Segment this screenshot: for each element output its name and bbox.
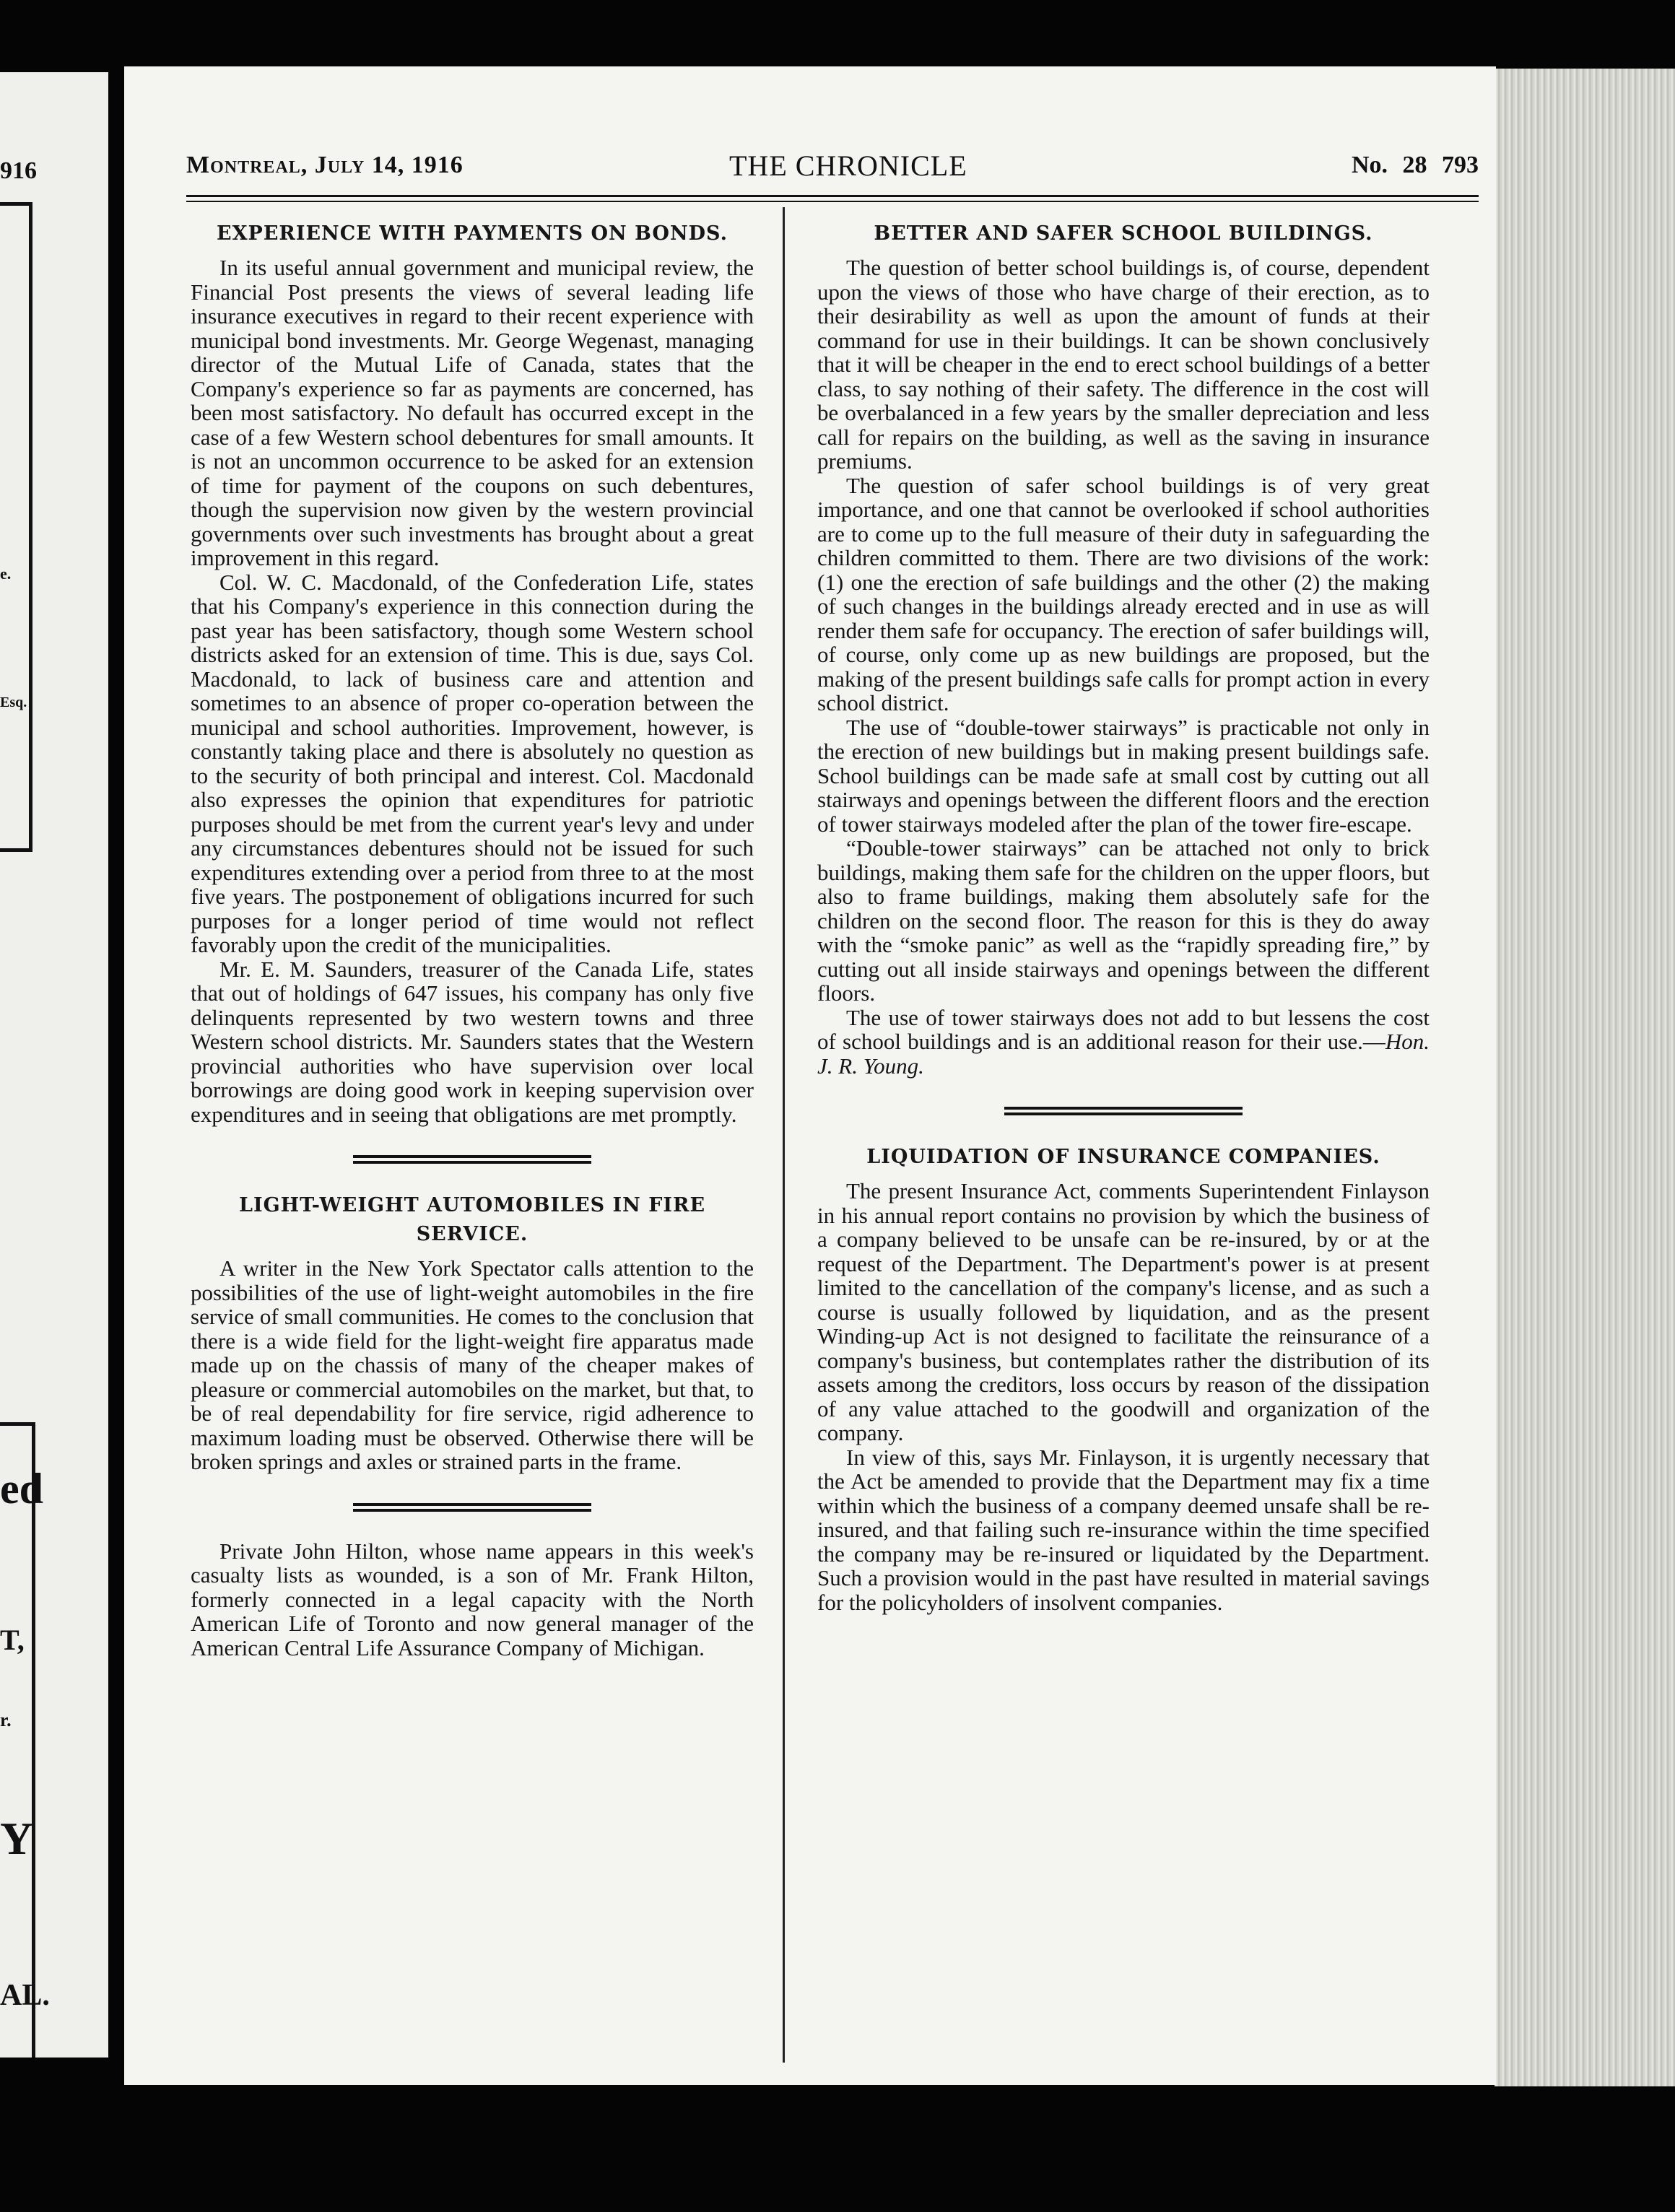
previous-page-text-4: T, (0, 1624, 25, 1656)
section-divider (353, 1503, 591, 1512)
issue-number: No. 28 (1351, 152, 1427, 178)
previous-page-text-7: AL. (0, 1979, 50, 2012)
article-paragraph: A writer in the New York Spectator calls attention to the possibilities of the use of light-weight automobiles in the fire service of small communities. He comes to the conclusion that there is a wide field for the light-weight fire apparatus made made up on the chassis of many of the cheaper makes of pleasure or commercial automobiles on the market, but that, to be of real dependability for fire service, rigid adherence to maximum loading must be observed. Otherwise there will be broken springs and axles or strained parts in the frame. (191, 1255, 754, 1474)
article-paragraph: In its useful annual government and municipal review, the Financial Post presents the views of several leading life insurance executives in regard to their recent experience with municipal bond investments. Mr. George Wegenast, managing director of the Mutual Life of Canada, states that the Company's experience so far as payments are concerned, has been most satisfactory. No default has occurred except in the case of a few Western school debentures for small amounts. It is not an uncommon occurrence to be asked for an extension of time for payment of the coupons on such debentures, though the supervision now given by the western provincial governments over such investments has brought about a great improvement in this regard. (191, 255, 754, 570)
previous-page-text-3: ed (0, 1465, 43, 1512)
previous-page-text-6: Y (0, 1813, 34, 1864)
page-header (186, 149, 1479, 192)
article-bonds (191, 219, 754, 1126)
previous-page-text-1: e. (0, 565, 12, 583)
issue-and-page (1352, 152, 1479, 179)
article-signature: Hon. J. R. Young. (817, 1029, 1430, 1079)
article-heading: EXPERIENCE WITH PAYMENTS ON BONDS. (217, 222, 728, 245)
masthead-title: THE CHRONICLE (729, 149, 967, 182)
article-paragraph: “Double-tower stairways” can be attached not only to brick buildings, making them safe for the children on the upper floors, but also to frame buildings, making them absolutely safe for the children on the second floor. The reason for this is they do away with the “smoke panic” as well as the “rapidly spreading fire,” by cutting out all inside stairways and openings between the different floors. (817, 835, 1430, 1006)
article-paragraph: The present Insurance Act, comments Superintendent Finlayson in his annual report contains no provision by which the business of a company believed to be unsafe can be re-insured, by or at the request of the Department. The Department's power is at present limited to the cancellation of the company's license, and as such a course is usually followed by liquidation, and as the present Winding-up Act is not designed to facilitate the reinsurance of a company's business, but contemplates rather the distribution of its assets among the creditors, loss occurs by reason of the dissipation of any value attached to the goodwill and organization of the company. (817, 1178, 1430, 1445)
header-rule-thin (186, 201, 1479, 202)
header-rule (186, 195, 1479, 197)
article-paragraph: In view of this, says Mr. Finlayson, it is urgently necessary that the Act be amended to provide that the Department may fix a time within which the business of a company deemed unsafe shall be re-insured, and that failing such re-insurance within the time specified the company may be re-insured or liquidated by the Department. Such a provision would in the past have resulted in material savings for the policyholders of insolvent companies. (817, 1444, 1430, 1615)
article-paragraph: Mr. E. M. Saunders, treasurer of the Canada Life, states that out of holdings of 647 issues, his company has only five delinquents represented by two western towns and three Western school districts. Mr. Saunders states that the Western provincial authorities who have supervision over local borrowings are doing good work in keeping supervision over expenditures and in seeing that obligations are met promptly. (191, 956, 754, 1127)
dateline: Montreal, July 14, 1916 (186, 152, 464, 178)
article-heading: LIQUIDATION OF INSURANCE COMPANIES. (866, 1146, 1380, 1168)
section-divider (1004, 1107, 1243, 1115)
article-paragraph: The question of better school buildings is, of course, dependent upon the views of those who have charge of their erection, as to their desirability as well as upon the amount of funds at their command for use in their buildings. It can be shown conclusively that it will be cheaper in the end to erect school buildings of a better class, to say nothing of their safety. The difference in the cost will be overbalanced in a few years by the smaller depreciation and less call for repairs on the building, as well as the saving in insurance premiums. (817, 255, 1430, 474)
previous-page-text-2: Esq. (0, 694, 27, 710)
page-number: 793 (1442, 152, 1479, 178)
previous-page-text-5: r. (0, 1710, 12, 1730)
article-paragraph: The use of “double-tower stairways” is practicable not only in the erection of new buildings but in making present buildings safe. School buildings can be made safe at small cost by cutting out all stairways and openings between the different floors and the erection of tower stairways modeled after the plan of the tower fire-escape. (817, 714, 1430, 837)
right-column (817, 219, 1430, 1614)
article-school-buildings (817, 219, 1430, 1078)
page-block-edge (1495, 69, 1675, 2086)
article-paragraph: The question of safer school buildings is of very great importance, and one that cannot be overlooked if school authorities are to come up to the full measure of their duty in safeguarding the children committed to them. There are two divisions of the work: (1) one the erection of safe buildings and the other (2) the making of such changes in the buildings already erected and in use as will render them safe for occupancy. The erection of safer buildings will, of course, only come up as new buildings are proposed, but the making of the present buildings safe calls for prompt action in every school district. (817, 472, 1430, 715)
section-divider (353, 1155, 591, 1164)
left-column (191, 219, 754, 1660)
previous-page-fragment (0, 72, 108, 2058)
article-automobiles (191, 1191, 754, 1474)
article-paragraph: Col. W. C. Macdonald, of the Confederation Life, states that his Company's experience in this connection during the past year has been satisfactory, though some Western school districts asked for an extension of time. This is due, says Col. Macdonald, to lack of business care and attention and sometimes to an absence of proper co-operation between the municipal and school authorities. Improvement, however, is constantly taking place and there is absolutely no question as to the security of both principal and interest. Col. Macdonald also expresses the opinion that expenditures for patriotic purposes should be met from the current year's levy and under any circumstances debentures should not be issued for such expenditures extending over a period from three to at the most five years. The postponement of obligations incurred for such purposes for a longer period of time would not reflect favorably upon the credit of the municipalities. (191, 569, 754, 957)
article-closing-text: The use of tower stairways does not add to but lessens the cost of school buildings and is an additional reason for their use.— (817, 1004, 1430, 1054)
previous-page-box-1 (0, 202, 32, 852)
article-heading: BETTER AND SAFER SCHOOL BUILDINGS. (874, 222, 1373, 245)
article-paragraph: Private John Hilton, whose name appears in this week's casualty lists as wounded, is a son of Mr. Frank Hilton, formerly connected in a legal capacity with the North American Life of Toronto and now general manager of the American Central Life Assurance Company of Michigan. (191, 1538, 754, 1660)
article-liquidation (817, 1143, 1430, 1614)
article-hilton (191, 1539, 754, 1660)
previous-page-box-2 (0, 1422, 35, 2058)
newspaper-page (124, 66, 1496, 2085)
previous-page-year: 916 (0, 157, 37, 184)
article-heading: LIGHT-WEIGHT AUTOMOBILES IN FIRE SERVICE. (238, 1194, 706, 1245)
column-rule (783, 207, 785, 2063)
article-paragraph (817, 1006, 1430, 1079)
